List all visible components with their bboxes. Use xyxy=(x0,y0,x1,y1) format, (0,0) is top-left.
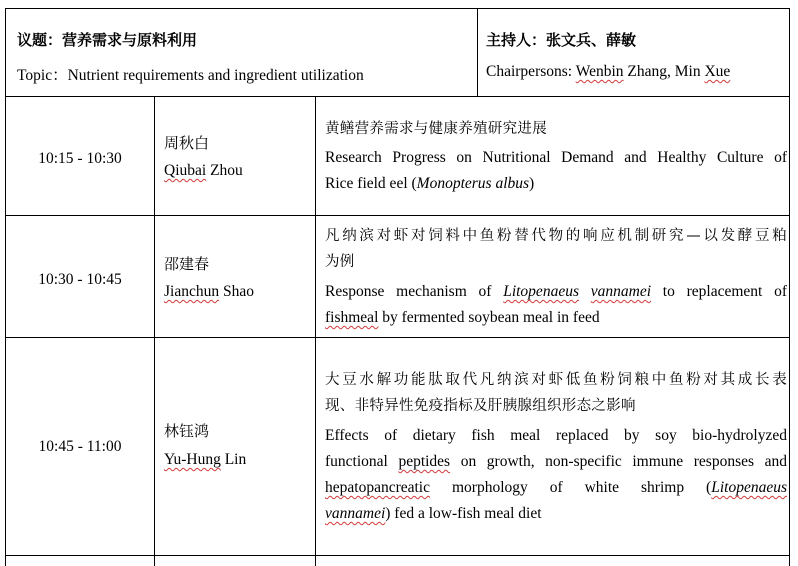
schedule-table xyxy=(5,96,790,566)
session-topic-cell xyxy=(6,9,478,96)
row3-time: 10:45 - 11:00 xyxy=(38,438,122,455)
row1-speaker-first: Qiubai xyxy=(164,162,207,179)
row3-species-epithet: vannamei xyxy=(325,505,386,522)
row1-title-cn xyxy=(325,116,787,142)
row2-speaker-en xyxy=(164,283,254,301)
row2-title-cn-line1: 凡纳滨对虾对饲料中鱼粉替代物的响应机制研究—以发酵豆粕 xyxy=(325,228,787,244)
row2-time: 10:30 - 10:45 xyxy=(38,271,122,288)
row1-title-en-line1: Research Progress on Nutritional Demand and Healthy Culture of xyxy=(325,149,787,166)
row1-title-en-line2-b: ) xyxy=(529,175,535,192)
column-divider-time xyxy=(154,96,155,566)
row3-title-en-line4 xyxy=(325,501,787,527)
row-divider-3 xyxy=(6,555,789,556)
row1-speaker-en xyxy=(164,162,243,180)
row3-title-en-line2-b: on growth, non-specific immune responses and xyxy=(450,453,787,470)
topic-prefix: Topic： xyxy=(17,67,68,84)
row2-fishmeal-word: fishmeal xyxy=(325,309,379,326)
row-divider-2 xyxy=(6,337,789,338)
row2-title-cn xyxy=(325,223,787,275)
row2-title-en-line1-b: to replacement of xyxy=(651,283,787,300)
row3-title-en-line3-b: morphology of white shrimp ( xyxy=(430,479,712,496)
row2-species-genus: Litopenaeus xyxy=(503,283,579,300)
chair-sep-2: , Min xyxy=(667,63,705,80)
row2-speaker-cn: 邵建春 xyxy=(164,255,210,273)
row1-time: 10:15 - 10:30 xyxy=(38,150,122,167)
agenda-title-cn: 议题：营养需求与原料利用 xyxy=(17,31,198,49)
row3-speaker-first: Yu-Hung xyxy=(164,451,221,468)
row-divider-1 xyxy=(6,215,789,216)
row1-title-en xyxy=(325,145,787,197)
row3-title-en-line3 xyxy=(325,475,787,501)
row3-species-genus: Litopenaeus xyxy=(711,479,787,496)
row3-peptides-word: peptides xyxy=(398,453,451,470)
row3-speaker-last: Lin xyxy=(220,451,247,468)
row3-title-cn-line2: 现、非特异性免疫指标及肝胰腺组织形态之影响 xyxy=(325,398,636,414)
row3-hepatopancreatic-word: hepatopancreatic xyxy=(325,479,430,496)
row2-species-epithet: vannamei xyxy=(590,283,652,300)
chair-name-xue: Xue xyxy=(704,63,731,80)
row3-title-cn-line1: 大豆水解功能肽取代凡纳滨对虾低鱼粉饲粮中鱼粉对其成长表 xyxy=(325,372,787,388)
session-chair-cell xyxy=(478,9,789,96)
row1-speaker-cn: 周秋白 xyxy=(164,134,210,152)
row3-speaker-cn: 林钰鸿 xyxy=(164,422,210,440)
chair-names-en xyxy=(486,63,730,81)
row2-title-en-line1 xyxy=(325,279,787,305)
row2-speaker-last: Shao xyxy=(219,283,254,300)
row1-title-en-line2 xyxy=(325,171,787,197)
chair-name-zhang: Zhang xyxy=(627,63,668,80)
row3-title-en-line1: Effects of dietary fish meal replaced by soy bio-hydrolyzed xyxy=(325,427,787,444)
chair-name-wenbin: Wenbin xyxy=(575,63,624,80)
row3-title-en xyxy=(325,423,787,527)
row3-title-en-line2 xyxy=(325,449,787,475)
row1-species-name: Monopterus albus xyxy=(416,175,530,192)
column-divider-speaker xyxy=(315,96,316,566)
row2-title-en-line1-sp xyxy=(579,283,591,300)
session-header xyxy=(5,8,790,97)
row2-title-en-line2-b: by fermented soybean meal in feed xyxy=(378,309,600,326)
row3-title-en-line2-a: functional xyxy=(325,453,399,470)
row3-speaker-en xyxy=(164,451,246,469)
chair-title-cn: 主持人：张文兵、薛敏 xyxy=(486,31,637,49)
row2-speaker-first: Jianchun xyxy=(164,283,220,300)
row3-title-cn xyxy=(325,367,787,419)
row2-title-en xyxy=(325,279,787,331)
agenda-topic-en xyxy=(17,63,364,85)
chair-prefix: Chairpersons: xyxy=(486,63,576,80)
row2-title-cn-line2: 为例 xyxy=(325,254,355,270)
row1-speaker-last: Zhou xyxy=(206,162,243,179)
topic-text: Nutrient requirements and ingredient utilization xyxy=(67,67,364,84)
row3-title-en-line4-b: ) fed a low-fish meal diet xyxy=(385,505,542,522)
row1-title-en-line2-a: Rice field eel ( xyxy=(325,175,417,192)
row2-title-en-line1-a: Response mechanism of xyxy=(325,283,504,300)
row1-title-cn-line: 黄鳝营养需求与健康养殖研究进展 xyxy=(325,121,547,137)
row2-title-en-line2 xyxy=(325,305,787,331)
